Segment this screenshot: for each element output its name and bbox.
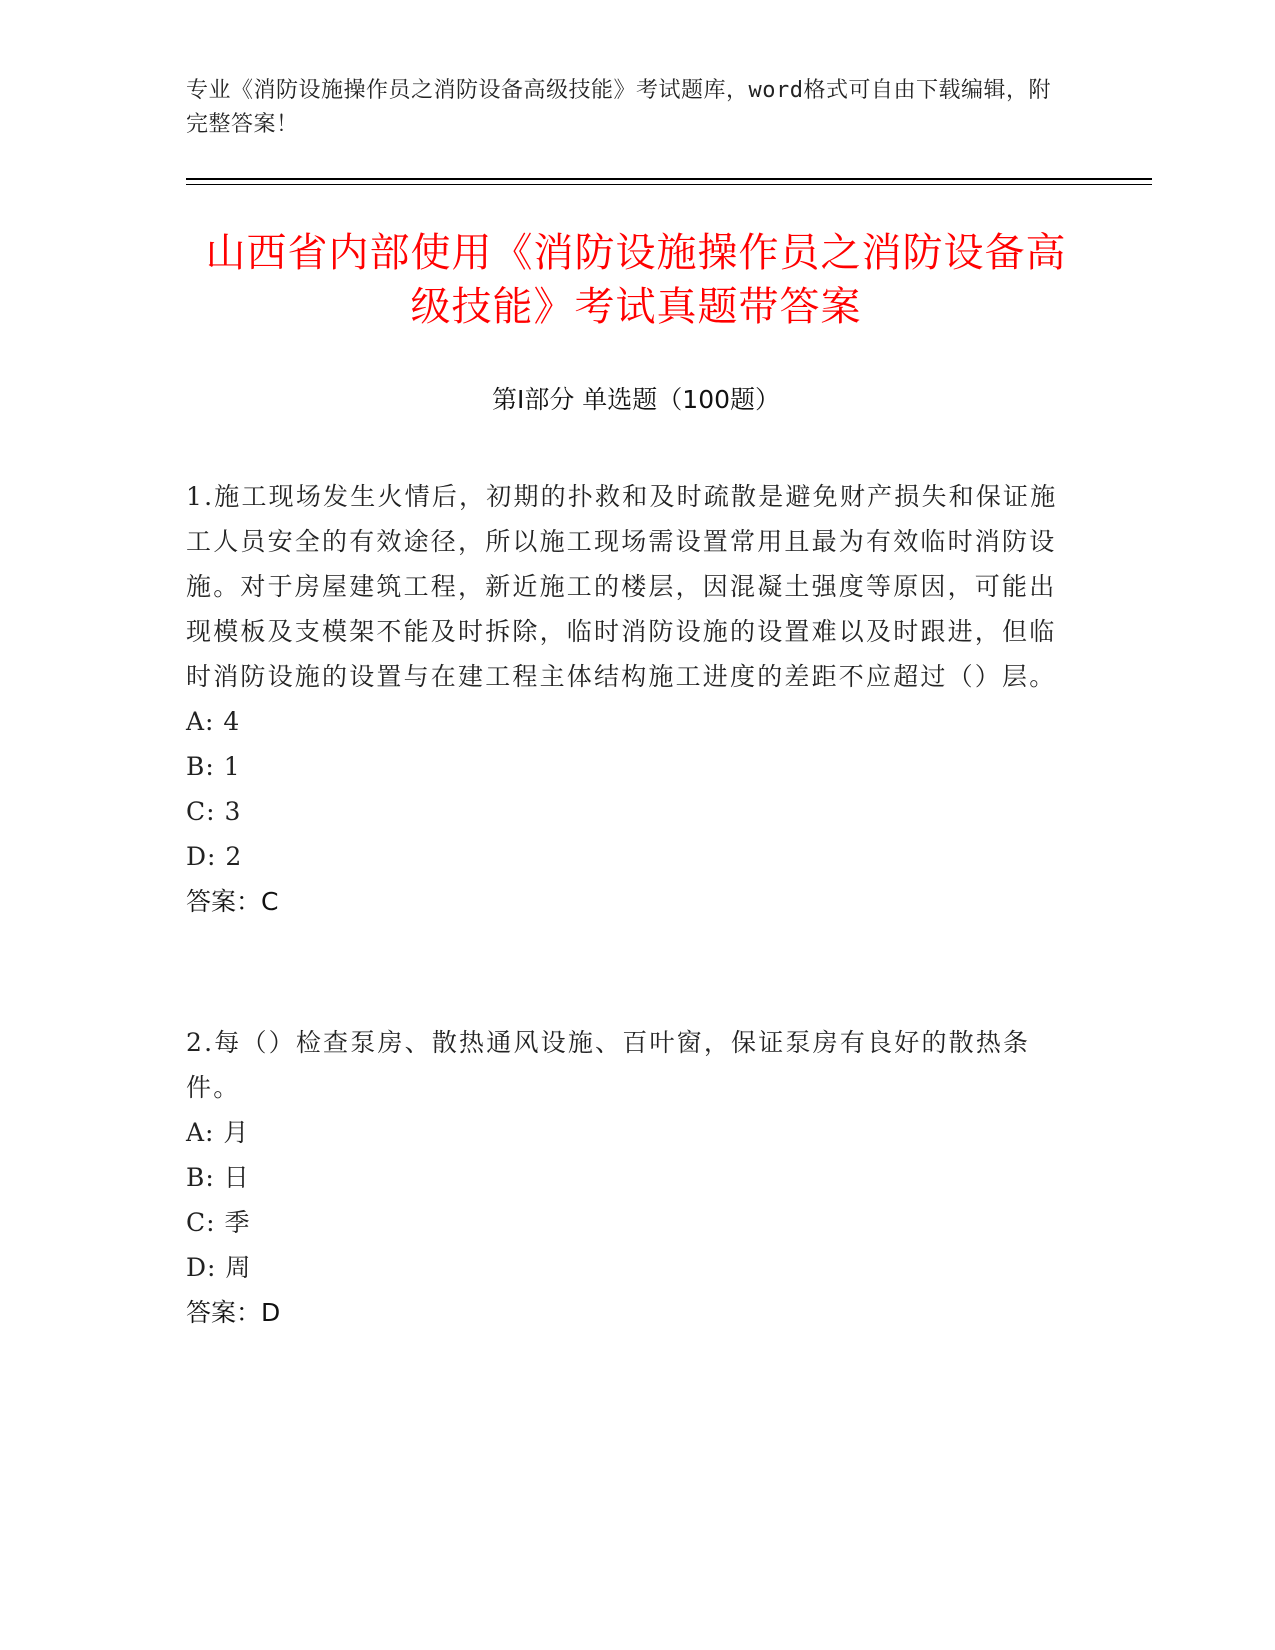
question-1-answer: 答案：C	[186, 887, 279, 916]
question-2-answer: 答案：D	[186, 1298, 281, 1327]
question-2-stem: 2.每（）检查泵房、散热通风设施、百叶窗，保证泵房有良好的散热条件。	[186, 1028, 1031, 1102]
question-1-option-d: D: 2	[186, 842, 243, 871]
document-title: 山西省内部使用《消防设施操作员之消防设备高级技能》考试真题带答案	[205, 230, 1067, 330]
header-rule-thick	[186, 178, 1152, 180]
question-1-option-c: C: 3	[186, 797, 242, 826]
question-2-option-a: A: 月	[186, 1118, 250, 1147]
question-2-option-c: C: 季	[186, 1208, 251, 1237]
question-1-stem: 1.施工现场发生火情后，初期的扑救和及时疏散是避免财产损失和保证施工人员安全的有效途径，所以施工现场需设置常用且最为有效临时消防设施。对于房屋建筑工程，新近施工的楼层，因混凝土强度等原因，可能出现模板及支模架不能及时拆除，临时消防设施的设置难以及时跟进，但临时消防设施的设置与在建工程主体结构施工进度的差距不应超过（）层。	[186, 482, 1058, 691]
header-note: 专业《消防设施操作员之消防设备高级技能》考试题库，word格式可自由下载编辑，附完整答案！	[186, 78, 1051, 137]
section-heading: 第Ⅰ部分 单选题（100题）	[491, 385, 781, 414]
question-2-option-d: D: 周	[186, 1253, 252, 1282]
question-1	[186, 474, 1066, 924]
question-2-option-b: B: 日	[186, 1163, 250, 1192]
question-2	[186, 1020, 1066, 1335]
header-rule-thin	[186, 184, 1152, 185]
question-1-option-a: A: 4	[186, 707, 241, 736]
question-1-option-b: B: 1	[186, 752, 241, 781]
